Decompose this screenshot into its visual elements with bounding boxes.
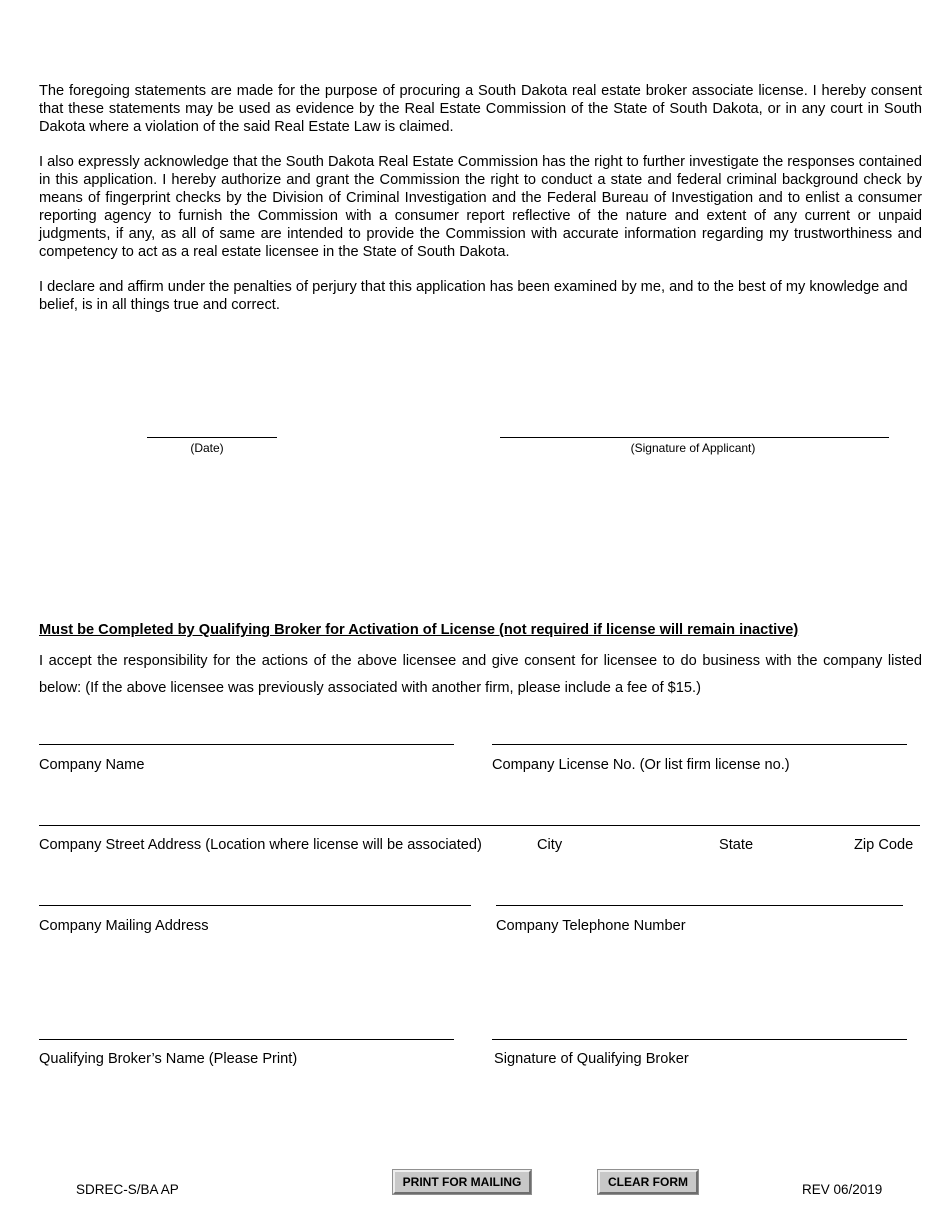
company-street-address-line[interactable] (39, 825, 920, 826)
print-for-mailing-button[interactable]: PRINT FOR MAILING (393, 1170, 531, 1194)
form-id: SDREC-S/BA AP (76, 1182, 179, 1197)
city-label: City (537, 837, 563, 853)
company-license-line[interactable] (492, 744, 907, 745)
company-street-address-label: Company Street Address (Location where license will be associated) (39, 837, 482, 853)
zip-code-label: Zip Code (854, 837, 914, 853)
company-mailing-address-line[interactable] (39, 905, 471, 906)
company-telephone-label: Company Telephone Number (496, 918, 686, 934)
purpose-statement: The foregoing statements are made for the purpose of procuring a South Dakota real estate broker associate license. I hereby consent that these statements may be used as evidence by the Real Estate Commission of the State of South Dakota, or in any court in South Dakota where a violation of the said Real Estate Law is claimed. (39, 83, 922, 135)
date-line[interactable] (147, 437, 277, 438)
broker-name-line[interactable] (39, 1039, 454, 1040)
broker-signature-line[interactable] (492, 1039, 907, 1040)
investigation-acknowledgement: I also expressly acknowledge that the South Dakota Real Estate Commission has the right to further investigate the responses contained in this application. I hereby authorize and grant the Commission the right to conduct a state and federal criminal background check by means of fingerprint checks by the Division of Criminal Investigation and the Federal Bureau of Investigation and to enlist a consumer reporting agency to furnish the Commission with a consumer report reflective of the nature and extent of any current or unpaid judgments, if any, as all of same are intended to provide the Commission with accurate information regarding my trustworthiness and competency to act as a real estate licensee in the State of South Dakota. (39, 154, 922, 260)
company-name-label: Company Name (39, 757, 145, 773)
broker-signature-label: Signature of Qualifying Broker (494, 1051, 689, 1067)
broker-section-heading: Must be Completed by Qualifying Broker for Activation of License (not required if license will remain inactive) (39, 622, 799, 638)
clear-form-button[interactable]: CLEAR FORM (598, 1170, 698, 1194)
company-telephone-line[interactable] (496, 905, 903, 906)
company-license-label: Company License No. (Or list firm license no.) (492, 757, 790, 773)
company-name-line[interactable] (39, 744, 454, 745)
perjury-declaration: I declare and affirm under the penalties of perjury that this application has been examined by me, and to the best of my knowledge and belief, is in all things true and correct. (39, 279, 908, 313)
broker-acceptance-text: I accept the responsibility for the actions of the above licensee and give consent for licensee to do business with the company listed below: (If the above licensee was previously associated with another firm, please include a fee of $15.) (39, 653, 922, 696)
state-label: State (719, 837, 754, 853)
applicant-signature-label: (Signature of Applicant) (630, 441, 756, 455)
company-mailing-address-label: Company Mailing Address (39, 918, 209, 934)
revision-label: REV 06/2019 (802, 1182, 883, 1197)
date-label: (Date) (190, 441, 224, 455)
applicant-signature-line[interactable] (500, 437, 889, 438)
broker-name-label: Qualifying Broker’s Name (Please Print) (39, 1051, 298, 1067)
